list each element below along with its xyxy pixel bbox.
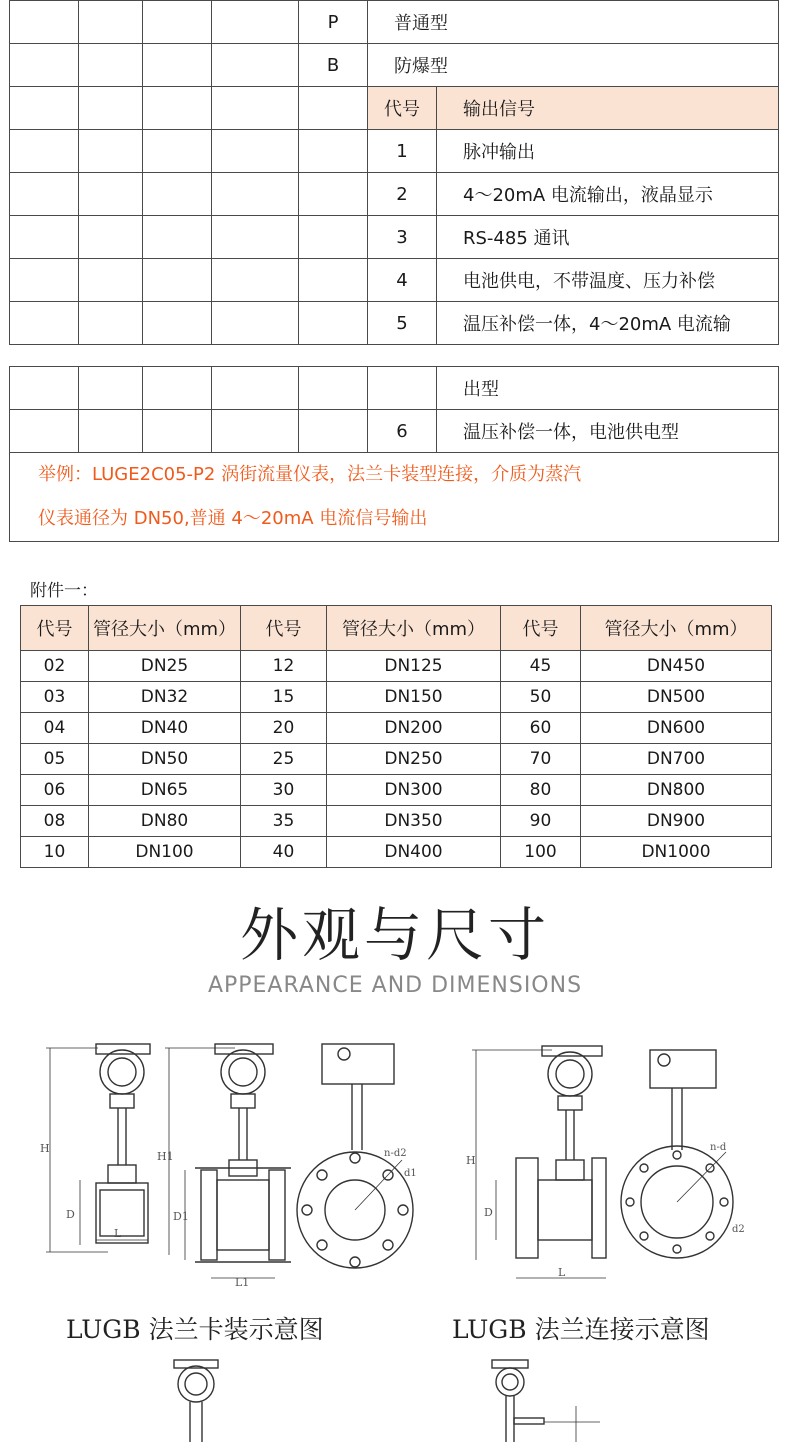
table-cell: DN200 [327,713,501,744]
label-h-right: H [466,1154,476,1167]
table-cell: 45 [501,651,581,682]
signal-header-desc: 输出信号 [437,87,779,130]
signal-code: 6 [368,410,437,453]
table-row [10,130,779,173]
signal-desc: 温压补偿一体，电池供电型 [437,410,779,453]
table-cell: 06 [21,775,89,806]
type-desc: 防爆型 [368,44,779,87]
table-cell: 90 [501,806,581,837]
table-cell: DN150 [327,682,501,713]
table-cell: 04 [21,713,89,744]
table-cell: 60 [501,713,581,744]
signal-desc: 4～20mA 电流输出，液晶显示 [437,173,779,216]
signal-code: 1 [368,130,437,173]
type-desc: 普通型 [368,1,779,44]
table-row [21,744,772,775]
flange-face-drawing [614,1040,764,1280]
table-cell: 10 [21,837,89,868]
table-cell: DN450 [581,651,772,682]
table-row [21,713,772,744]
table-row [10,173,779,216]
insertion-type-drawing-right [480,1356,610,1442]
label-n-d2: n-d2 [384,1148,407,1159]
table-row [10,259,779,302]
table-cell: DN500 [581,682,772,713]
label-d1: D1 [173,1210,189,1223]
table-cell: 80 [501,775,581,806]
selection-table-continued [9,366,779,542]
label-d2-dim: d2 [732,1224,745,1235]
table-cell: DN800 [581,775,772,806]
table-cell: 100 [501,837,581,868]
table-cell: 20 [241,713,327,744]
signal-header-code: 代号 [368,87,437,130]
signal-desc: 电池供电，不带温度、压力补偿 [437,259,779,302]
table-cell: 35 [241,806,327,837]
signal-code: 5 [368,302,437,345]
label-h1: H1 [157,1150,174,1163]
table-cell: 25 [241,744,327,775]
table-cell: 70 [501,744,581,775]
table-header-row [21,606,772,651]
column-header: 代号 [241,606,327,651]
column-header: 代号 [501,606,581,651]
type-code: B [299,44,368,87]
table-row [21,775,772,806]
table-cell: DN125 [327,651,501,682]
table-cell: 02 [21,651,89,682]
type-code: P [299,1,368,44]
table-cell: DN100 [89,837,241,868]
table-cell: 12 [241,651,327,682]
table-cell: DN40 [89,713,241,744]
example-row [10,453,779,542]
label-d: D [66,1208,75,1221]
table-row [10,302,779,345]
column-header: 管径大小（mm） [89,606,241,651]
table-cell: 15 [241,682,327,713]
caption-flange: LUGB 法兰连接示意图 [452,1315,710,1344]
pipe-size-table [20,605,772,868]
insertion-type-drawing-left [160,1356,230,1442]
label-l-right: L [558,1266,566,1279]
section-subtitle: APPEARANCE AND DIMENSIONS [207,973,583,998]
wafer-side-view-drawing [38,1040,158,1260]
table-cell: DN300 [327,775,501,806]
table-cell: DN700 [581,744,772,775]
signal-desc: 出型 [437,367,779,410]
table-cell: DN250 [327,744,501,775]
label-d1-dim: d1 [404,1168,417,1179]
table-row [21,837,772,868]
attachment-title: 附件一： [30,581,98,601]
table-cell: 40 [241,837,327,868]
signal-code: 4 [368,259,437,302]
label-n-d: n-d [710,1142,727,1153]
table-cell: 05 [21,744,89,775]
signal-desc: 脉冲输出 [437,130,779,173]
selection-table [9,0,779,345]
flange-side-view-drawing [462,1040,612,1290]
table-row [10,1,779,44]
table-cell: 08 [21,806,89,837]
column-header: 管径大小（mm） [581,606,772,651]
signal-desc: RS-485 通讯 [437,216,779,259]
label-d-right: D [484,1206,493,1219]
example-line-1: 举例：LUGE2C05-P2 涡街流量仪表，法兰卡装型连接，介质为蒸汽 [38,464,582,485]
signal-code [368,367,437,410]
label-l: L [114,1227,122,1240]
wafer-flange-face-drawing [292,1040,422,1280]
table-cell: DN600 [581,713,772,744]
table-cell: DN400 [327,837,501,868]
column-header: 管径大小（mm） [327,606,501,651]
table-cell: DN1000 [581,837,772,868]
table-cell: DN65 [89,775,241,806]
signal-code: 2 [368,173,437,216]
label-l1: L1 [235,1276,250,1289]
signal-code: 3 [368,216,437,259]
table-cell: DN32 [89,682,241,713]
table-cell: 03 [21,682,89,713]
table-row [10,87,779,130]
caption-wafer: LUGB 法兰卡装示意图 [66,1315,324,1344]
column-header: 代号 [21,606,89,651]
table-row [21,682,772,713]
section-title: 外观与尺寸 [239,901,550,969]
example-line-2: 仪表通径为 DN50,普通 4～20mA 电流信号输出 [38,508,428,529]
table-row [21,651,772,682]
label-h: H [40,1142,50,1155]
table-row [10,216,779,259]
table-cell: DN25 [89,651,241,682]
table-row [10,410,779,453]
table-cell: DN900 [581,806,772,837]
wafer-bolt-view-drawing [155,1040,295,1290]
table-cell: DN350 [327,806,501,837]
signal-desc: 温压补偿一体，4～20mA 电流输 [437,302,779,345]
table-cell: 50 [501,682,581,713]
table-cell: DN50 [89,744,241,775]
table-row [21,806,772,837]
table-cell: 30 [241,775,327,806]
table-cell: DN80 [89,806,241,837]
table-row [10,367,779,410]
table-row [10,44,779,87]
